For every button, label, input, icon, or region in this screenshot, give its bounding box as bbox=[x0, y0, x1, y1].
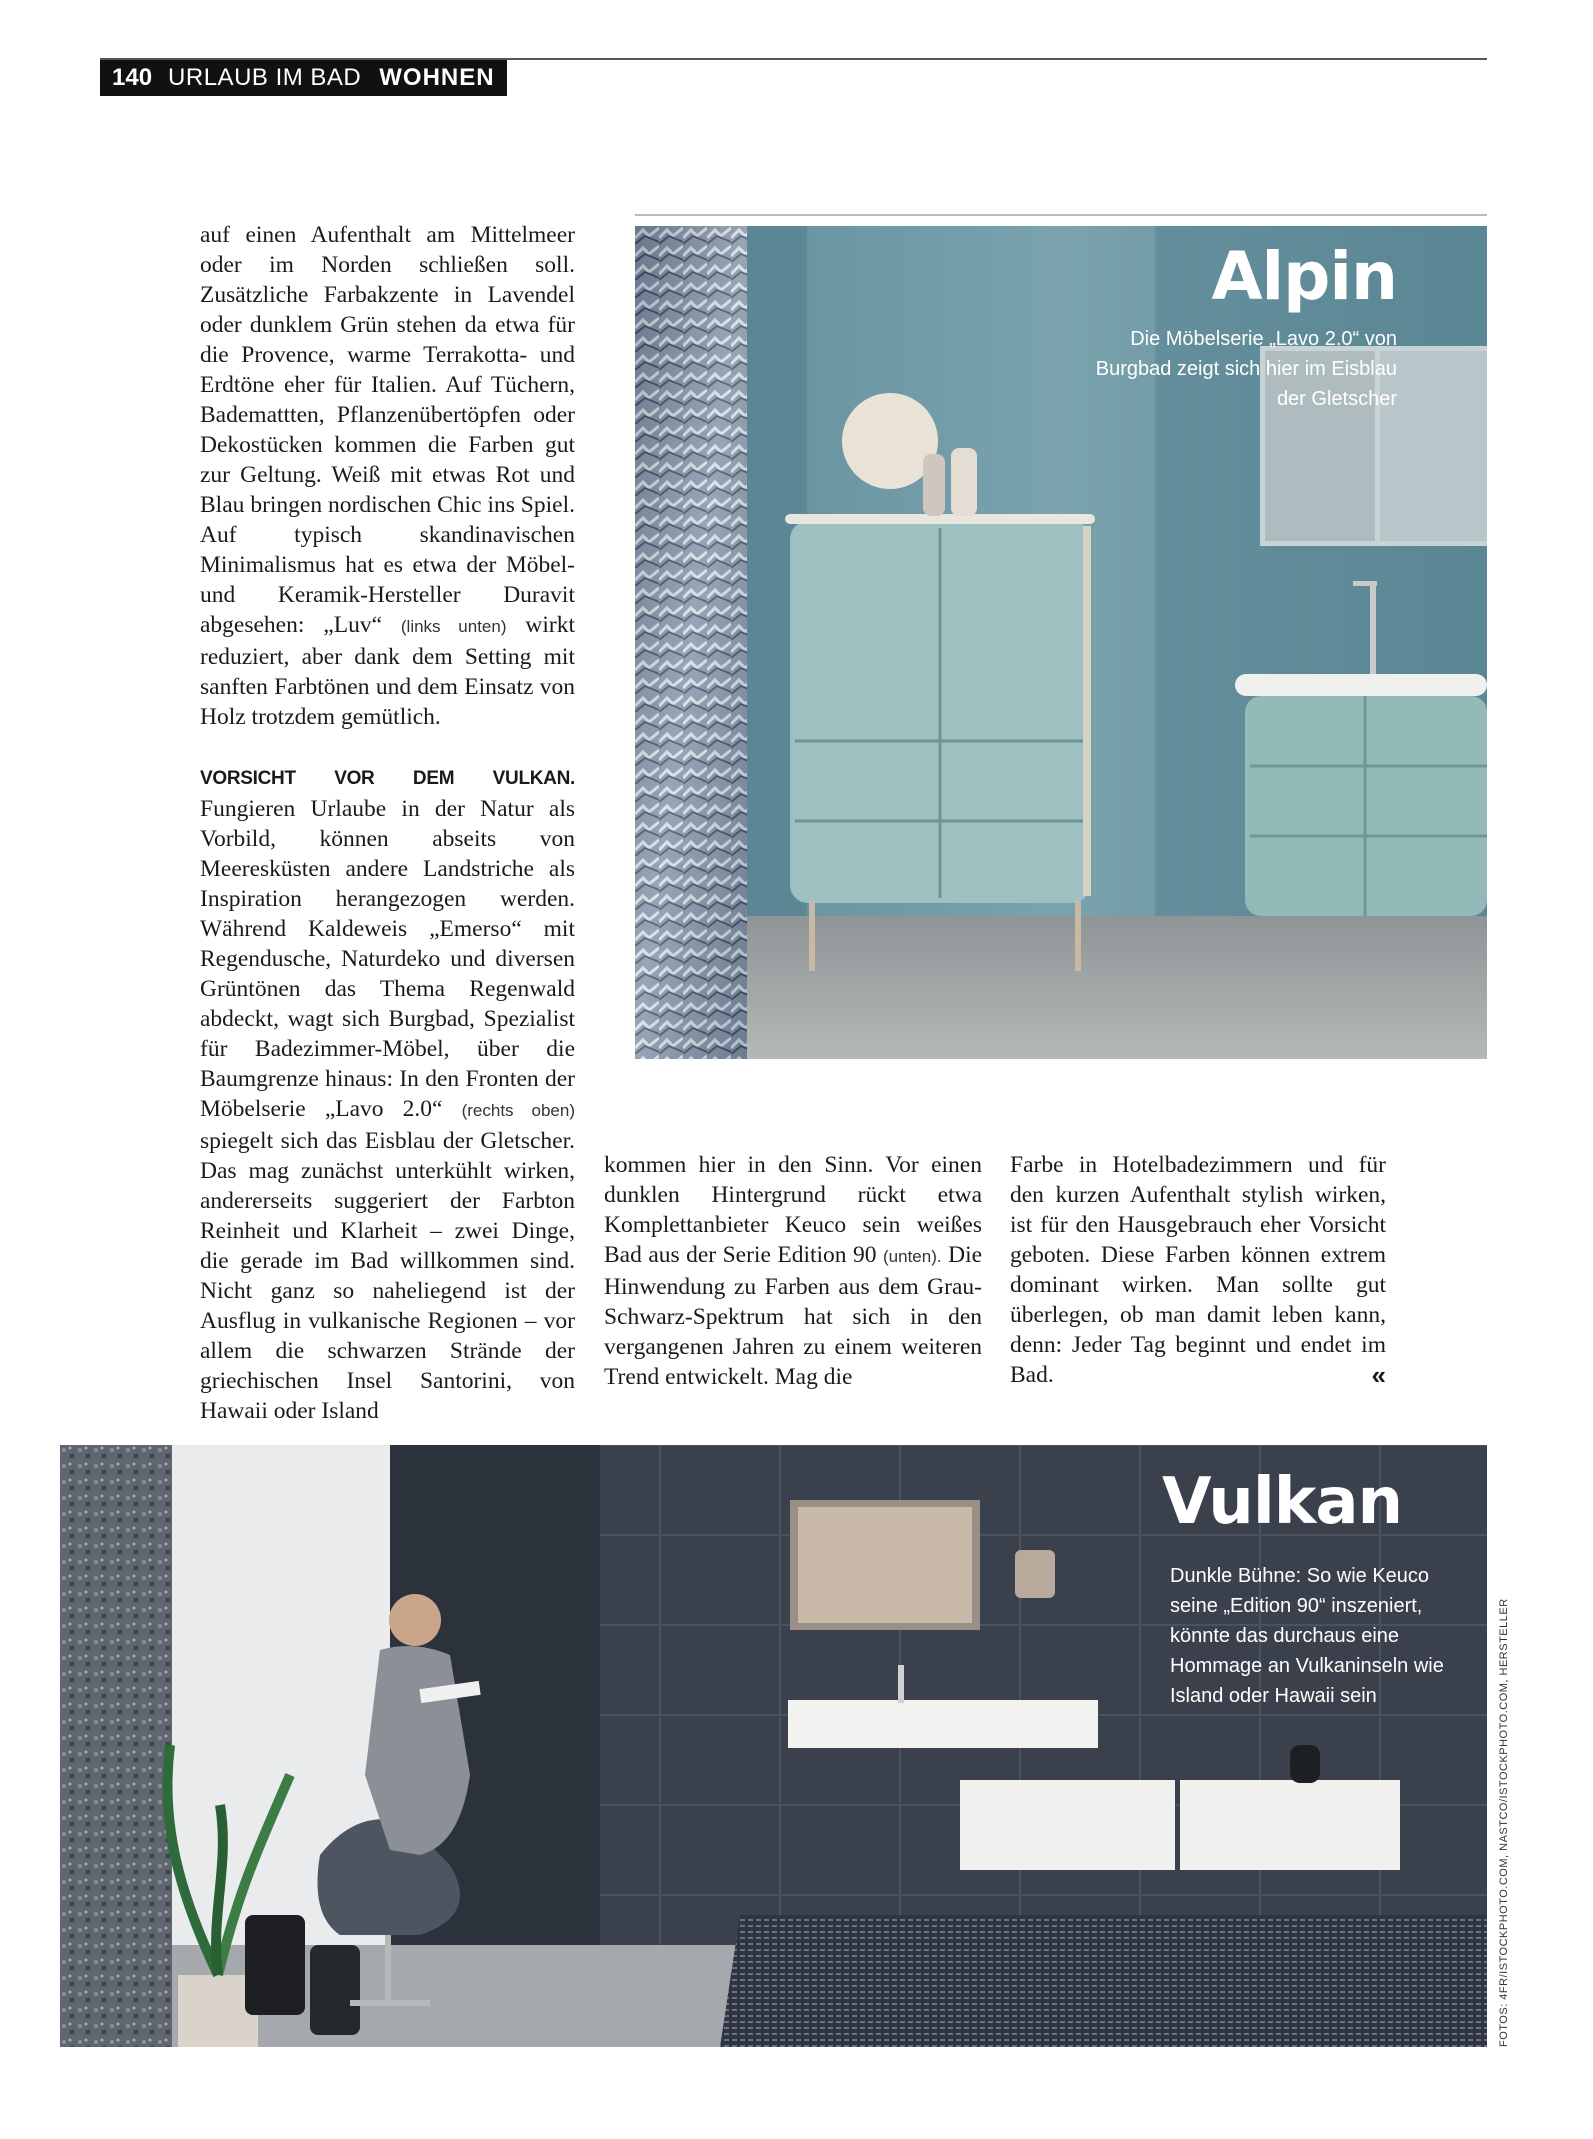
image-reference: (unten). bbox=[883, 1247, 942, 1266]
vulkan-caption: Dunkle Bühne: So wie Keuco seine „Edition 90“ inszeniert, könnte das durchaus eine Hommage an Vulkaninseln wie Island oder Hawaii sein bbox=[1170, 1565, 1444, 1707]
paragraph-4: Farbe in Hotelbadezimmern und für den kurzen Aufenthalt stylish wirken, ist für den Hausgebrauch eher Vorsicht geboten. Diese Farben können extrem dominant wirken. Man sollte gut überlegen, ob man damit leben kann, denn: Jeder Tag beginnt und endet im Bad. « bbox=[1010, 1152, 1386, 1390]
image-reference: (links unten) bbox=[400, 617, 507, 636]
alpin-caption: Die Möbelserie „Lavo 2.0“ von Burgbad zeigt sich hier im Eisblau der Gletscher bbox=[1095, 328, 1397, 410]
text-column-1 bbox=[200, 220, 575, 1426]
section-title: URLAUB IM BAD bbox=[168, 64, 362, 91]
image-frame-line bbox=[635, 214, 1487, 216]
photo-credit: FOTOS: 4FR/ISTOCKPHOTO.COM, NASTCO/ISTOCKPHOTO.COM, HERSTELLER bbox=[1498, 1598, 1510, 2047]
text-column-2 bbox=[604, 1150, 982, 1392]
page-number: 140 bbox=[112, 64, 153, 91]
image-reference: (rechts oben) bbox=[461, 1101, 575, 1120]
vulkan-title: Vulkan bbox=[1162, 1465, 1403, 1539]
paragraph-1: auf einen Aufenthalt am Mittelmeer oder im Norden schließen soll. Zusätzliche Farbakzente in Lavendel oder dunklem Grün stehen da etwa für die Provence, warme Terrakotta- und Erdtöne eher für Italien. Auf Tüchern, Bademattten, Pflanzenübertöpfen oder Dekostücken kommen die Farben gut zur Geltung. Weiß mit etwas Rot und Blau bringen nordischen Chic ins Spiel. Auf typisch skandinavischen Minimalismus hat es etwa der Möbel- und Keramik-Hersteller Duravit abgesehen: „Luv“ (links unten) wirkt reduziert, aber dank dem Setting mit sanften Farbtönen und dem Einsatz von Holz trotzdem gemütlich. bbox=[200, 222, 575, 730]
paragraph-3: kommen hier in den Sinn. Vor einen dunklen Hintergrund rückt etwa Komplettanbieter Keuco sein weißes Bad aus der Serie Edition 90 (unten). Die Hinwendung zu Farben aus dem Grau-Schwarz-Spektrum hat sich in den vergangenen Jahren zu einem weiteren Trend entwickelt. Mag die bbox=[604, 1152, 983, 1390]
vulkan-bathroom-photo bbox=[60, 1445, 1487, 2047]
page-header bbox=[100, 60, 507, 96]
category-label: WOHNEN bbox=[379, 64, 495, 91]
alpin-bathroom-photo bbox=[635, 226, 1487, 1059]
section-lead: VORSICHT VOR DEM VULKAN. bbox=[200, 768, 575, 789]
alpin-title: Alpin bbox=[1211, 238, 1397, 315]
text-column-3 bbox=[1010, 1150, 1386, 1390]
end-mark: « bbox=[1371, 1360, 1386, 1390]
paragraph-2: VORSICHT VOR DEM VULKAN. Fungieren Urlaube in der Natur als Vorbild, können abseits von Meeresküsten andere Landstriche als Inspiration herangezogen werden. Während Kaldeweis „Emerso“ mit Regendusche, Naturdeko und diversen Grüntönen das Thema Regenwald abdeckt, wagt sich Burgbad, Spezialist für Badezimmer-Möbel, über die Baumgrenze hinaus: In den Fronten der Möbelserie „Lavo 2.0“ (rechts oben) spiegelt sich das Eisblau der Gletscher. Das mag zunächst unterkühlt wirken, andererseits suggeriert der Farbton Reinheit und Klarheit – zwei Dinge, die gerade im Bad willkommen sind. Nicht ganz so naheliegend ist der Ausflug in vulkanische Regionen – vor allem die schwarzen Strände der griechischen Insel Santorini, von Hawaii oder Island bbox=[200, 768, 575, 1424]
